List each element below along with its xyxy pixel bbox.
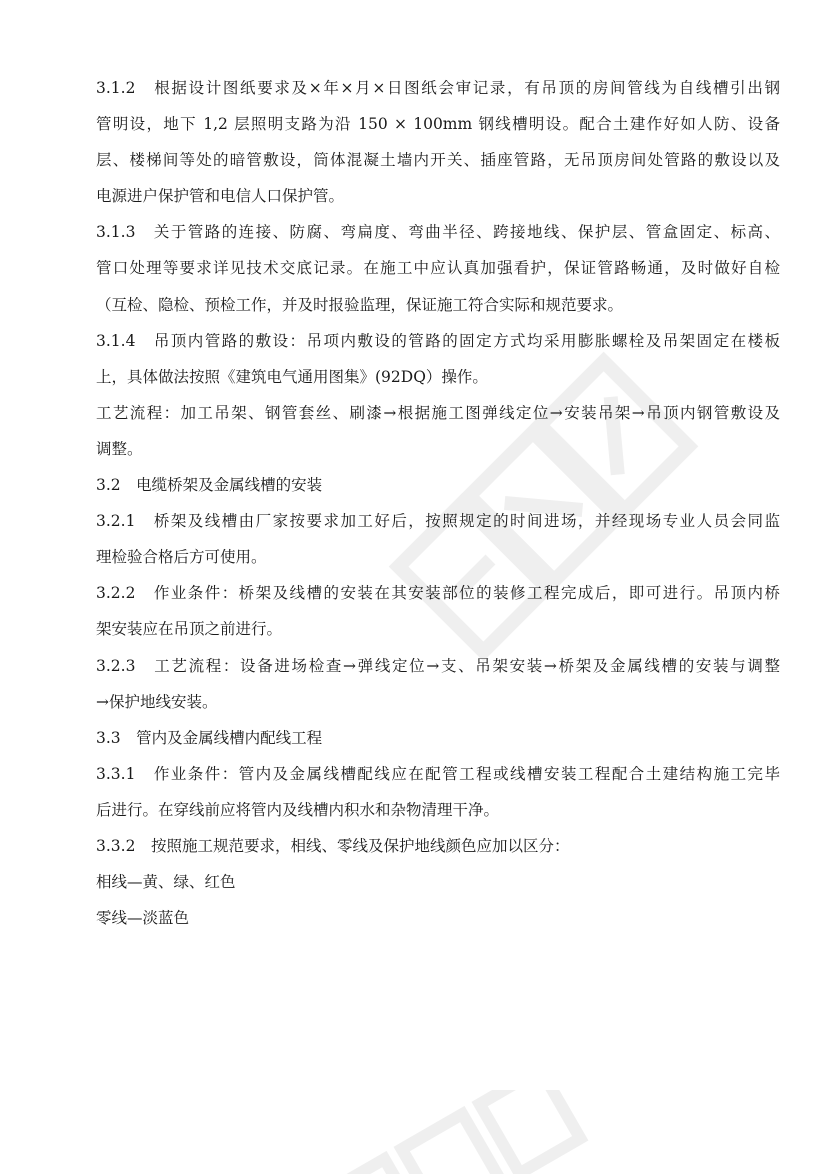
text-line: 工艺流程：加工吊架、钢管套丝、刷漆→根据施工图弹线定位→安装吊架→吊顶内钢管敷设及: [96, 403, 780, 422]
text-line: 3.3.2 按照施工规范要求，相线、零线及保护地线颜色应加以区分：: [96, 836, 570, 855]
text-line: 层、楼梯间等处的暗管敷设，筒体混凝土墙内开关、插座管路，无吊顶房间处管路的敷设以及: [96, 151, 780, 170]
text-line: 3.3.1 作业条件：管内及金属线槽配线应在配管工程或线槽安装工程配合土建结构施工完毕: [96, 764, 780, 783]
text-line: 后进行。在穿线前应将管内及线槽内积水和杂物清理干净。: [96, 800, 500, 819]
text-line: 3.1.3 关于管路的连接、防腐、弯扁度、弯曲半径、跨接地线、保护层、管盒固定、标高、: [96, 223, 780, 242]
document-body: [96, 70, 780, 936]
text-line: 3.1.2 根据设计图纸要求及×年×月×日图纸会审记录，有吊顶的房间管线为自线槽引出钢: [96, 79, 780, 97]
text-line: 管口处理等要求详见技术交底记录。在施工中应认真加强看护，保证管路畅通，及时做好自检: [96, 259, 780, 278]
text-line: →保护地线安装。: [96, 692, 218, 711]
text-line: 电源进户保护管和电信人口保护管。: [96, 187, 345, 206]
text-line: 3.2 电缆桥架及金属线槽的安装: [96, 476, 323, 495]
text-line: 3.2.1 桥架及线槽由厂家按要求加工好后，按照规定的时间进场，并经现场专业人员会同监: [96, 512, 780, 531]
text-line: （互检、隐检、预检工作，并及时报验监理，保证施工符合实际和规范要求。: [96, 295, 624, 314]
watermark-fragment-icon: [280, 1090, 640, 1174]
text-line: 上，具体做法按照《建筑电气通用图集》(92DQ）操作。: [96, 367, 488, 386]
text-line: 3.2.2 作业条件：桥架及线槽的安装在其安装部位的装修工程完成后，即可进行。吊顶内桥: [96, 584, 780, 603]
text-line: 3.3 管内及金属线槽内配线工程: [96, 728, 323, 747]
text-line: 相线—黄、绿、红色: [96, 873, 236, 892]
text-line: 架安装应在吊顶之前进行。: [96, 620, 283, 639]
text-line: 3.2.3 工艺流程：设备进场检查→弹线定位→支、吊架安装→桥架及金属线槽的安装与调整: [96, 656, 780, 675]
text-line: 零线—淡蓝色: [96, 909, 190, 928]
text-line: 3.1.4 吊顶内管路的敷设：吊项内敷设的管路的固定方式均采用膨胀螺栓及吊架固定在楼板: [96, 331, 780, 350]
text-line: 管明设，地下 1,2 层照明支路为沿 150 × 100mm 钢线槽明设。配合土建作好如人防、设备: [96, 115, 780, 134]
text-line: 调整。: [96, 439, 143, 458]
text-line: 理检验合格后方可使用。: [96, 548, 267, 567]
